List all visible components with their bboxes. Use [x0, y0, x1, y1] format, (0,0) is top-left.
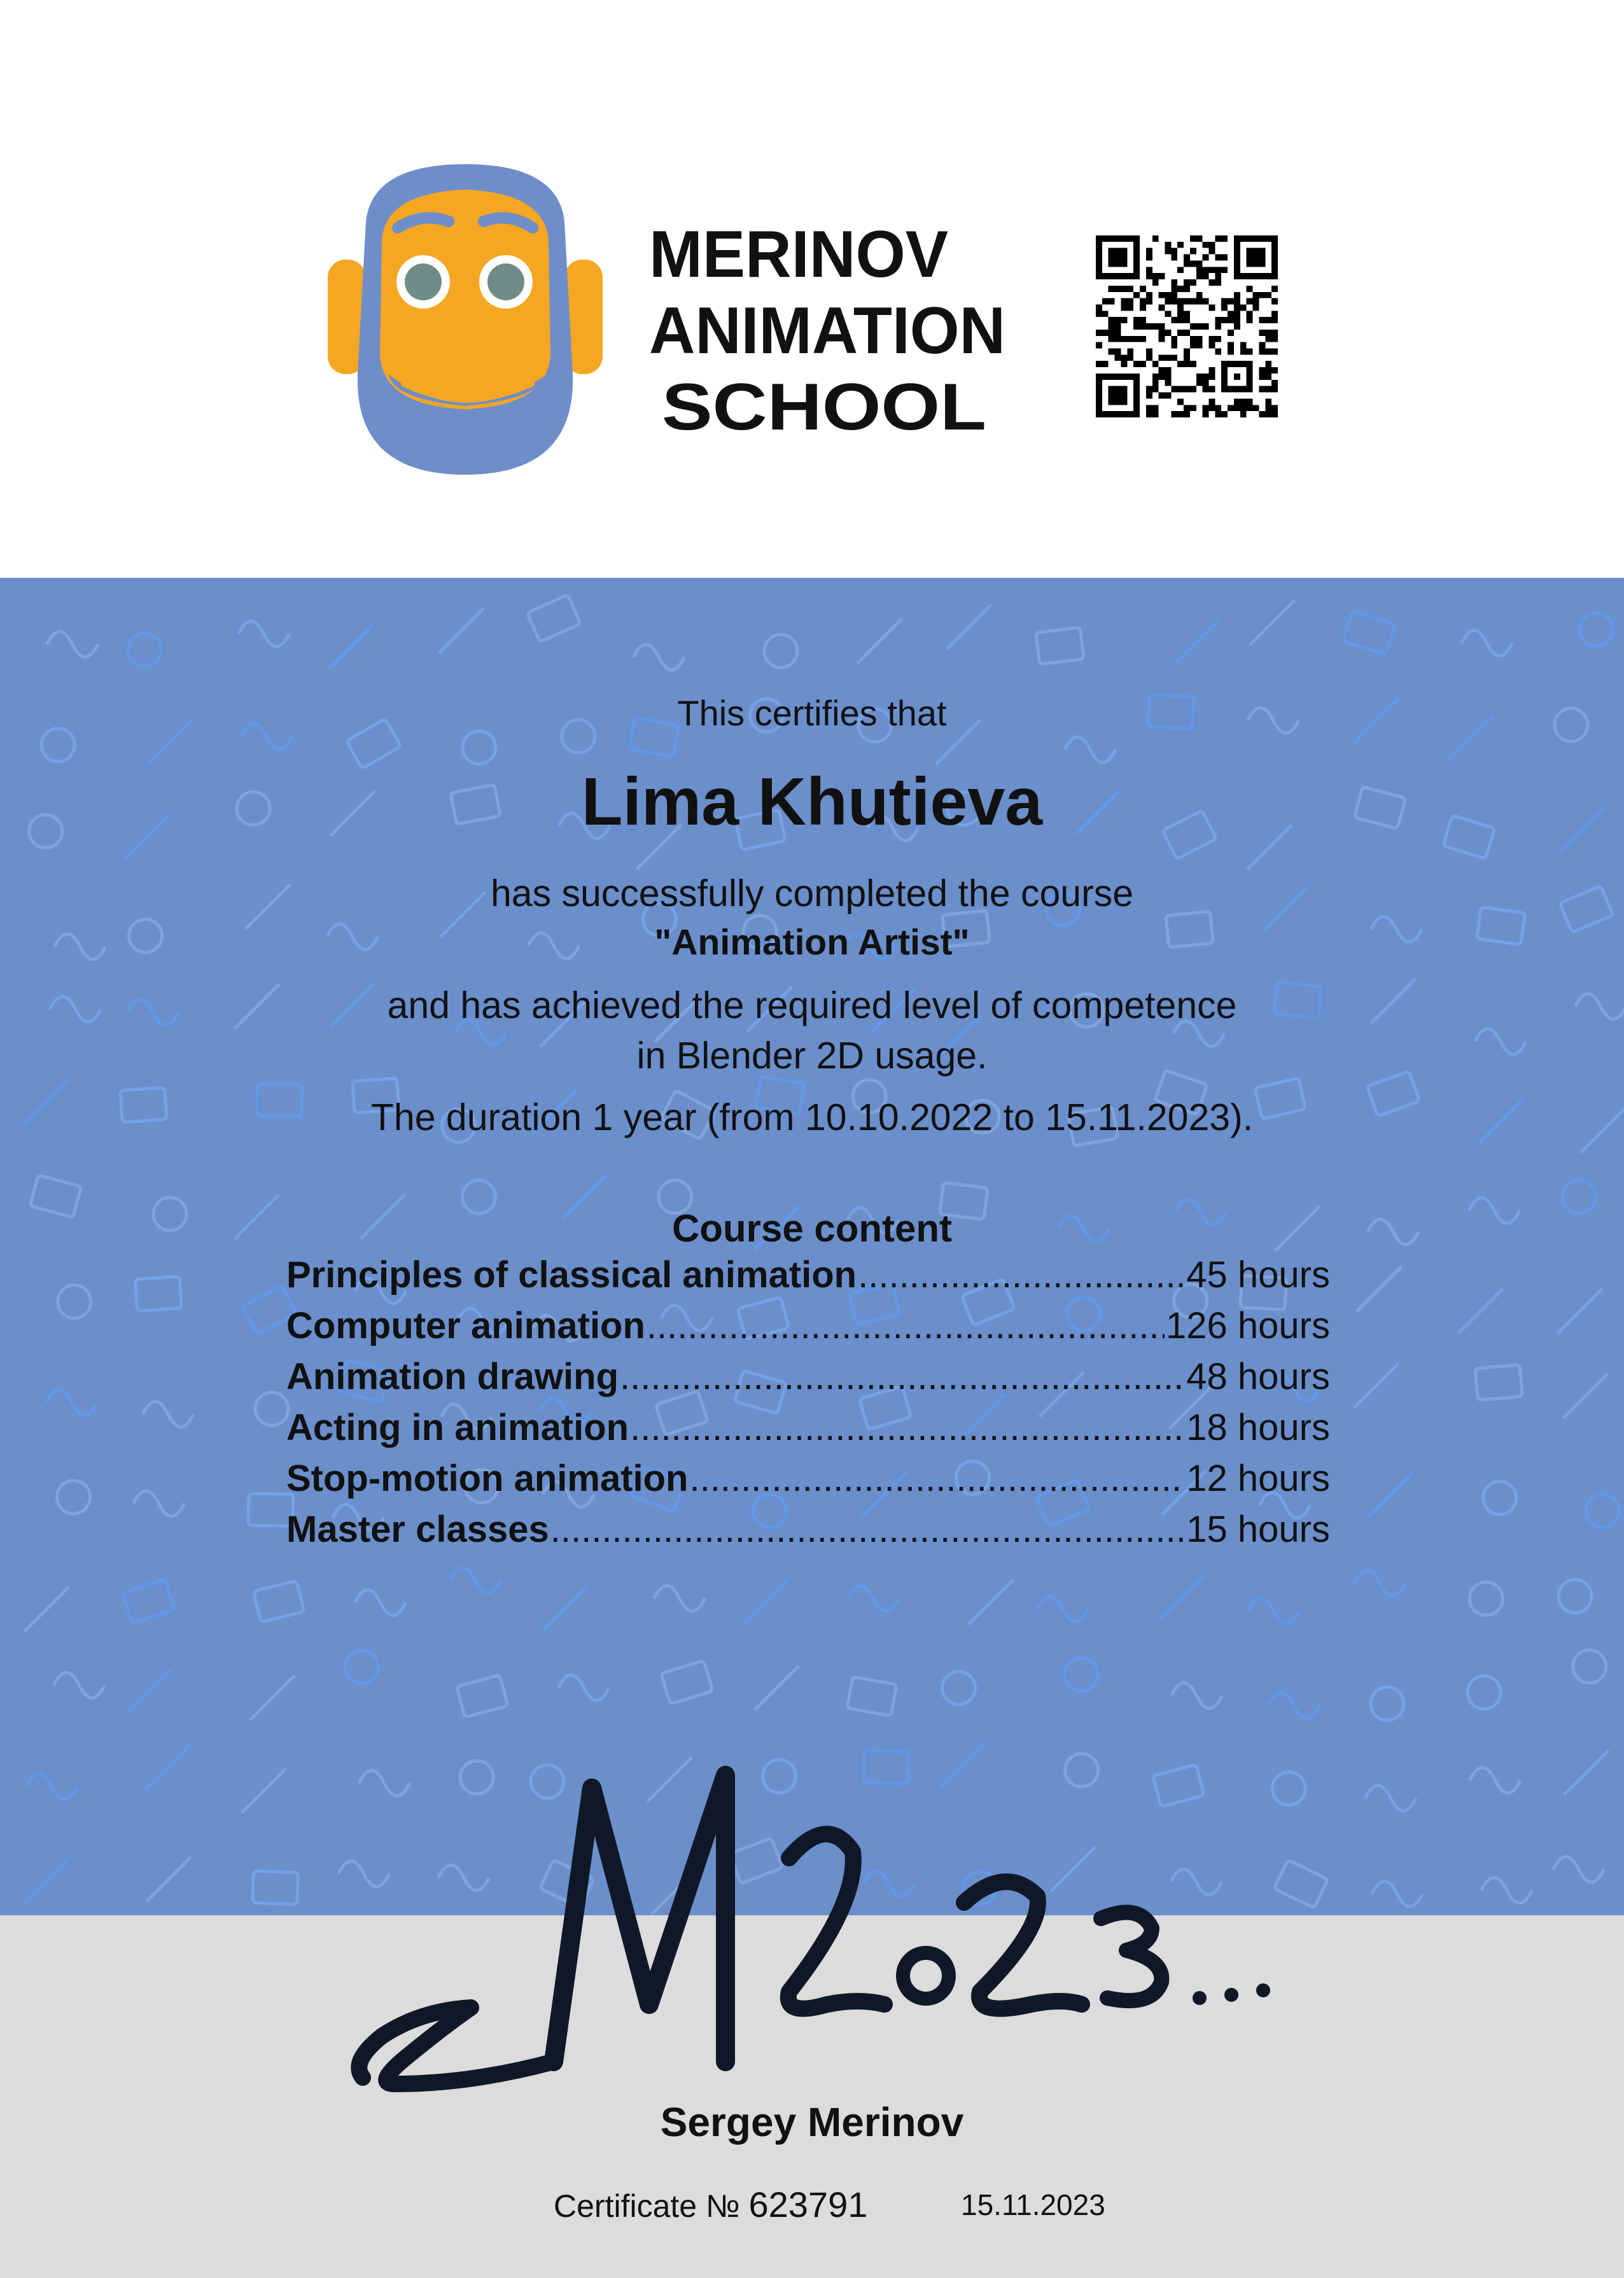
doodle-shape	[946, 604, 991, 649]
course-name: "Animation Artist"	[654, 922, 970, 963]
course-item-hours: 48 hours	[1186, 1356, 1330, 1397]
doodle-shape	[744, 1579, 788, 1623]
doodle-shape	[439, 608, 484, 653]
qr-code-icon	[1096, 235, 1278, 417]
doodle-shape	[127, 1670, 171, 1714]
course-item-name: Principles of classical animation	[286, 1254, 857, 1296]
doodle-shape	[1469, 1582, 1502, 1615]
doodle-shape	[46, 1390, 97, 1415]
doodle-shape	[143, 1402, 193, 1427]
doodle-shape	[1357, 1267, 1401, 1311]
doodle-shape	[123, 1579, 175, 1623]
certificate-date: 15.11.2023	[961, 2188, 1105, 2221]
doodle-shape	[1065, 737, 1116, 762]
doodle-shape	[450, 1568, 501, 1593]
doodle-shape	[1483, 1481, 1516, 1514]
doodle-shape	[1475, 1365, 1522, 1401]
course-content-title: Course content	[671, 1207, 953, 1250]
intro-text: This certifies that	[677, 693, 947, 733]
doodle-shape	[135, 1276, 181, 1311]
doodle-shape	[1268, 1693, 1319, 1718]
certificate-number-value: 623791	[748, 2184, 868, 2225]
doodle-shape	[146, 1857, 191, 1901]
course-row	[286, 1406, 1330, 1457]
course-item-hours: 15 hours	[1186, 1509, 1330, 1550]
doodle-shape	[1249, 1598, 1299, 1624]
doodle-shape	[857, 619, 902, 664]
doodle-shape	[543, 1586, 587, 1631]
dot-leader	[550, 1508, 1186, 1551]
doodle-shape	[328, 625, 373, 669]
certificate-number-label: Certificate №	[554, 2188, 740, 2224]
doodle-shape	[128, 633, 161, 666]
course-item-hours: 126 hours	[1166, 1305, 1330, 1346]
course-item-name: Stop-motion animation	[286, 1458, 689, 1499]
dot-leader	[630, 1406, 1185, 1449]
doodle-shape	[1467, 1676, 1501, 1709]
doodle-shape	[1481, 1878, 1532, 1903]
doodle-shape	[1557, 1289, 1602, 1334]
doodle-shape	[848, 1586, 899, 1611]
doodle-shape	[1564, 1750, 1609, 1795]
doodle-shape	[1065, 1658, 1098, 1691]
header-area	[0, 0, 1624, 578]
doodle-shape	[145, 1745, 190, 1790]
course-item-name: Animation drawing	[286, 1356, 619, 1397]
doodle-shape	[1371, 1881, 1422, 1906]
doodle-shape	[250, 1675, 295, 1720]
course-item-hours: 18 hours	[1186, 1407, 1330, 1448]
doodle-shape	[355, 1590, 406, 1616]
doodle-shape	[53, 1672, 104, 1698]
school-logo-lettering	[643, 210, 1025, 439]
course-row	[286, 1457, 1330, 1508]
doodle-shape	[1469, 1768, 1520, 1793]
doodle-shape	[633, 645, 684, 670]
dot-leader	[690, 1457, 1186, 1500]
doodle-shape	[1250, 600, 1294, 645]
doodle-shape	[24, 1587, 69, 1632]
doodle-shape	[1462, 631, 1513, 656]
course-row	[286, 1254, 1330, 1304]
course-item-name: Computer animation	[286, 1305, 645, 1346]
doodle-shape	[24, 1859, 69, 1903]
doodle-shape	[661, 1661, 713, 1704]
doodle-shape	[1365, 1785, 1416, 1811]
course-row	[286, 1508, 1330, 1559]
doodle-shape	[1171, 1683, 1222, 1708]
doodle-shape	[58, 1285, 91, 1318]
completed-text: has successfully completed the course	[490, 872, 1134, 914]
doodle-shape	[1573, 1650, 1606, 1683]
software-text: in Blender 2D usage.	[636, 1035, 988, 1077]
course-row	[286, 1355, 1330, 1406]
doodle-shape	[527, 595, 580, 642]
dot-leader	[620, 1355, 1185, 1398]
doodle-shape	[1458, 1289, 1502, 1334]
certificate-number	[554, 2184, 867, 2225]
duration-text: The duration 1 year (from 10.10.2022 to 15.11.2023).	[370, 1096, 1254, 1138]
course-row	[286, 1304, 1330, 1355]
doodle-shape	[457, 1675, 508, 1717]
doodle-shape	[253, 1581, 304, 1622]
doodle-shape	[1586, 1494, 1619, 1527]
doodle-shape	[654, 1586, 705, 1611]
doodle-shape	[1371, 1687, 1404, 1720]
doodle-shape	[463, 731, 496, 764]
mascot-face-icon	[328, 164, 603, 475]
doodle-shape	[969, 1580, 1013, 1625]
doodle-shape	[754, 1666, 799, 1710]
course-item-name: Master classes	[286, 1509, 549, 1550]
doodle-shape	[1037, 1597, 1088, 1622]
doodle-shape	[47, 632, 98, 657]
logo-line-3: SCHOOL	[662, 370, 986, 439]
doodle-shape	[942, 1672, 976, 1705]
doodle-shape	[1558, 1580, 1592, 1613]
course-item-name: Acting in animation	[286, 1407, 629, 1448]
doodle-shape	[1579, 613, 1613, 646]
logo-line-1: MERINOV	[649, 218, 948, 291]
doodle-shape	[239, 621, 290, 646]
doodle-shape	[1553, 1857, 1604, 1882]
doodle-shape	[558, 1675, 609, 1700]
doodle-shape	[1036, 627, 1084, 664]
dot-leader	[858, 1254, 1185, 1296]
course-content-list	[286, 1254, 1330, 1559]
doodle-shape	[345, 1651, 378, 1684]
doodle-shape	[847, 1677, 897, 1715]
course-item-hours: 45 hours	[1186, 1254, 1330, 1296]
doodle-shape	[253, 1871, 298, 1904]
signer-name: Sergey Merinov	[660, 2099, 964, 2145]
doodle-shape	[1564, 1374, 1608, 1418]
achievement-text: and has achieved the required level of competence	[387, 984, 1237, 1026]
handwritten-signature	[344, 1763, 1324, 2106]
doodle-shape	[1368, 1472, 1413, 1517]
doodle-shape	[134, 1491, 185, 1516]
recipient-name: Lima Khutieva	[581, 764, 1043, 839]
doodle-shape	[1174, 620, 1219, 664]
doodle-shape	[26, 1774, 77, 1799]
doodle-shape	[57, 1481, 90, 1514]
doodle-shape	[1343, 611, 1396, 654]
course-item-hours: 12 hours	[1186, 1458, 1330, 1499]
doodle-shape	[242, 1768, 286, 1813]
doodle-shape	[1354, 1364, 1399, 1408]
doodle-shape	[1354, 1570, 1405, 1596]
doodle-shape	[1160, 1575, 1205, 1619]
doodle-shape	[764, 634, 797, 667]
dot-leader	[647, 1304, 1165, 1347]
logo-line-2: ANIMATION	[649, 294, 1005, 368]
doodle-shape	[255, 1392, 288, 1425]
